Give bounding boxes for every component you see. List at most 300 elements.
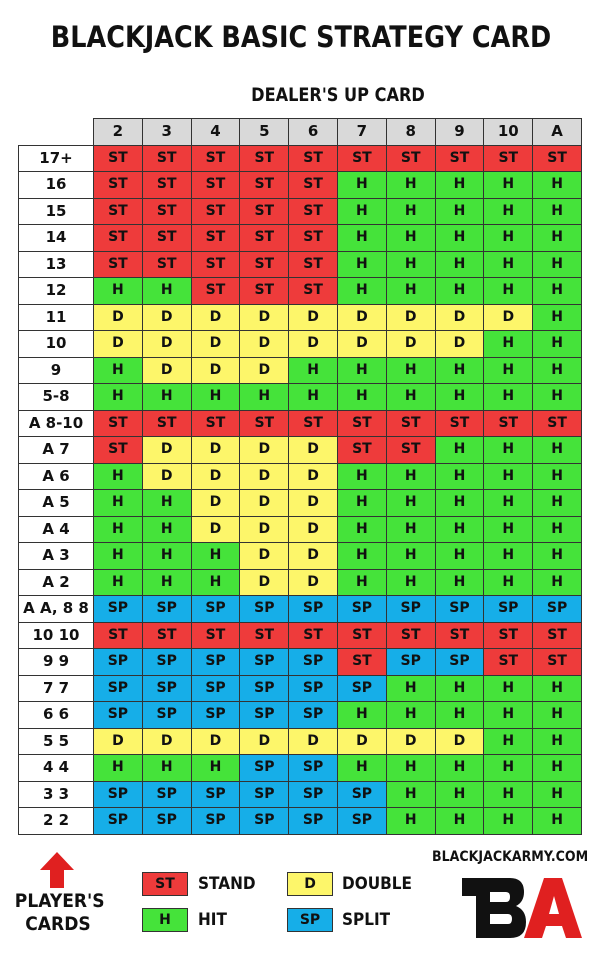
table-row: [19, 145, 582, 172]
strategy-cell: H: [435, 675, 484, 702]
strategy-cell: SP: [240, 675, 289, 702]
strategy-cell: H: [435, 384, 484, 411]
strategy-cell: ST: [142, 410, 191, 437]
strategy-cell: SP: [142, 596, 191, 623]
strategy-cell: H: [337, 225, 386, 252]
strategy-cell: H: [240, 384, 289, 411]
strategy-cell: ST: [484, 145, 533, 172]
strategy-cell: ST: [142, 145, 191, 172]
strategy-cell: H: [435, 437, 484, 464]
strategy-cell: H: [484, 437, 533, 464]
strategy-cell: ST: [240, 225, 289, 252]
strategy-cell: D: [289, 463, 338, 490]
player-hand-label: 14: [19, 225, 94, 252]
player-hand-label: 7 7: [19, 675, 94, 702]
strategy-cell: ST: [240, 145, 289, 172]
strategy-cell: D: [191, 304, 240, 331]
strategy-cell: D: [240, 569, 289, 596]
strategy-cell: D: [289, 331, 338, 358]
player-hand-label: 2 2: [19, 808, 94, 835]
strategy-cell: H: [435, 225, 484, 252]
strategy-cell: H: [435, 516, 484, 543]
strategy-cell: H: [435, 172, 484, 199]
strategy-cell: ST: [142, 198, 191, 225]
strategy-cell: H: [435, 755, 484, 782]
strategy-cell: H: [386, 251, 435, 278]
strategy-cell: H: [386, 198, 435, 225]
table-row: [19, 649, 582, 676]
strategy-cell: H: [289, 357, 338, 384]
strategy-cell: ST: [337, 622, 386, 649]
strategy-cell: H: [533, 463, 582, 490]
strategy-cell: H: [533, 543, 582, 570]
strategy-cell: H: [386, 225, 435, 252]
strategy-cell: H: [386, 755, 435, 782]
player-hand-label: 5 5: [19, 728, 94, 755]
legend-split-swatch: SP: [287, 908, 333, 932]
table-row: [19, 755, 582, 782]
legend-double-swatch: D: [287, 872, 333, 896]
table-row: [19, 490, 582, 517]
strategy-cell: D: [386, 304, 435, 331]
dealer-up-card-heading: DEALER'S UP CARD: [251, 84, 425, 106]
table-row: [19, 781, 582, 808]
player-hand-label: 11: [19, 304, 94, 331]
dealer-card-header-row: [19, 119, 582, 146]
strategy-cell: D: [142, 437, 191, 464]
strategy-cell: D: [240, 490, 289, 517]
strategy-cell: H: [484, 225, 533, 252]
strategy-cell: SP: [191, 808, 240, 835]
strategy-cell: ST: [533, 649, 582, 676]
strategy-cell: D: [142, 463, 191, 490]
strategy-cell: ST: [142, 172, 191, 199]
player-hand-label: A 8-10: [19, 410, 94, 437]
strategy-cell: D: [240, 516, 289, 543]
table-row: [19, 410, 582, 437]
strategy-cell: H: [484, 675, 533, 702]
strategy-cell: D: [337, 331, 386, 358]
strategy-cell: H: [533, 702, 582, 729]
table-row: [19, 596, 582, 623]
table-row: [19, 622, 582, 649]
strategy-cell: D: [337, 304, 386, 331]
table-corner: [19, 119, 94, 146]
dealer-card-4: 4: [191, 119, 240, 146]
strategy-cell: SP: [142, 702, 191, 729]
strategy-cell: D: [191, 516, 240, 543]
strategy-cell: D: [240, 304, 289, 331]
strategy-cell: H: [484, 172, 533, 199]
strategy-cell: H: [533, 331, 582, 358]
strategy-cell: H: [484, 702, 533, 729]
player-hand-label: A 5: [19, 490, 94, 517]
strategy-cell: H: [386, 490, 435, 517]
dealer-card-8: 8: [386, 119, 435, 146]
player-hand-label: A 3: [19, 543, 94, 570]
player-hand-label: 13: [19, 251, 94, 278]
strategy-cell: SP: [94, 781, 143, 808]
strategy-cell: H: [533, 516, 582, 543]
strategy-cell: H: [337, 357, 386, 384]
strategy-cell: D: [191, 728, 240, 755]
strategy-cell: H: [533, 278, 582, 305]
strategy-cell: ST: [386, 437, 435, 464]
strategy-cell: SP: [240, 702, 289, 729]
strategy-cell: ST: [240, 172, 289, 199]
strategy-cell: H: [142, 755, 191, 782]
strategy-cell: H: [386, 543, 435, 570]
strategy-cell: ST: [337, 437, 386, 464]
strategy-cell: ST: [484, 410, 533, 437]
strategy-cell: H: [337, 569, 386, 596]
strategy-cell: ST: [337, 649, 386, 676]
strategy-cell: ST: [191, 251, 240, 278]
strategy-cell: ST: [386, 410, 435, 437]
strategy-cell: ST: [191, 410, 240, 437]
strategy-cell: H: [435, 278, 484, 305]
strategy-cell: ST: [289, 198, 338, 225]
strategy-cell: H: [94, 463, 143, 490]
strategy-cell: ST: [533, 145, 582, 172]
table-row: [19, 357, 582, 384]
strategy-cell: ST: [240, 622, 289, 649]
strategy-cell: SP: [289, 702, 338, 729]
table-row: [19, 675, 582, 702]
logo-text: BA: [458, 872, 460, 873]
table-row: [19, 198, 582, 225]
strategy-cell: ST: [289, 622, 338, 649]
strategy-cell: H: [94, 569, 143, 596]
strategy-cell: H: [289, 384, 338, 411]
strategy-cell: H: [191, 755, 240, 782]
strategy-cell: ST: [191, 145, 240, 172]
strategy-cell: SP: [337, 596, 386, 623]
strategy-cell: H: [484, 384, 533, 411]
strategy-cell: H: [94, 357, 143, 384]
strategy-cell: SP: [142, 808, 191, 835]
strategy-cell: D: [94, 304, 143, 331]
strategy-cell: SP: [240, 755, 289, 782]
strategy-cell: D: [191, 331, 240, 358]
strategy-cell: ST: [289, 225, 338, 252]
strategy-cell: H: [435, 198, 484, 225]
strategy-cell: ST: [94, 198, 143, 225]
strategy-cell: SP: [289, 755, 338, 782]
table-row: [19, 543, 582, 570]
strategy-cell: ST: [191, 622, 240, 649]
strategy-cell: H: [435, 702, 484, 729]
strategy-cell: D: [289, 490, 338, 517]
strategy-cell: H: [533, 304, 582, 331]
strategy-cell: SP: [94, 808, 143, 835]
player-hand-label: A 2: [19, 569, 94, 596]
strategy-cell: ST: [191, 225, 240, 252]
strategy-cell: H: [484, 357, 533, 384]
player-hand-label: 9 9: [19, 649, 94, 676]
strategy-cell: SP: [191, 649, 240, 676]
strategy-cell: D: [240, 357, 289, 384]
table-row: [19, 463, 582, 490]
strategy-cell: ST: [94, 410, 143, 437]
strategy-cell: H: [386, 781, 435, 808]
strategy-cell: D: [142, 304, 191, 331]
strategy-cell: SP: [289, 596, 338, 623]
strategy-cell: SP: [94, 702, 143, 729]
strategy-cell: D: [289, 569, 338, 596]
strategy-cell: ST: [191, 198, 240, 225]
strategy-cell: H: [533, 728, 582, 755]
strategy-cell: D: [240, 437, 289, 464]
strategy-cell: D: [435, 331, 484, 358]
strategy-cell: D: [289, 437, 338, 464]
strategy-cell: H: [94, 384, 143, 411]
table-row: [19, 808, 582, 835]
table-row: [19, 702, 582, 729]
strategy-cell: H: [337, 198, 386, 225]
strategy-cell: H: [533, 755, 582, 782]
strategy-cell: H: [484, 808, 533, 835]
dealer-card-7: 7: [337, 119, 386, 146]
strategy-cell: SP: [435, 596, 484, 623]
dealer-card-3: 3: [142, 119, 191, 146]
players-cards-line1: PLAYER'S: [14, 890, 105, 912]
strategy-cell: D: [240, 543, 289, 570]
strategy-cell: SP: [337, 808, 386, 835]
legend-split-label: SPLIT: [342, 910, 391, 930]
strategy-cell: H: [533, 808, 582, 835]
strategy-cell: H: [142, 490, 191, 517]
table-row: [19, 569, 582, 596]
strategy-cell: H: [533, 172, 582, 199]
dealer-card-A: A: [533, 119, 582, 146]
strategy-cell: H: [435, 490, 484, 517]
strategy-cell: SP: [240, 808, 289, 835]
strategy-cell: D: [142, 728, 191, 755]
strategy-cell: ST: [94, 225, 143, 252]
player-hand-label: 9: [19, 357, 94, 384]
strategy-cell: ST: [240, 251, 289, 278]
strategy-cell: SP: [337, 781, 386, 808]
strategy-cell: H: [533, 675, 582, 702]
strategy-body: [19, 145, 582, 834]
strategy-cell: H: [386, 278, 435, 305]
strategy-cell: ST: [484, 649, 533, 676]
strategy-cell: D: [386, 728, 435, 755]
strategy-cell: D: [142, 357, 191, 384]
strategy-cell: D: [435, 728, 484, 755]
strategy-cell: H: [337, 516, 386, 543]
strategy-cell: ST: [533, 622, 582, 649]
strategy-cell: H: [435, 463, 484, 490]
strategy-cell: SP: [142, 781, 191, 808]
strategy-cell: H: [533, 437, 582, 464]
player-hand-label: 6 6: [19, 702, 94, 729]
strategy-cell: H: [191, 384, 240, 411]
legend-stand-swatch: ST: [142, 872, 188, 896]
strategy-cell: H: [533, 569, 582, 596]
strategy-table: [18, 118, 582, 835]
strategy-cell: ST: [142, 622, 191, 649]
strategy-cell: H: [337, 755, 386, 782]
strategy-cell: ST: [435, 622, 484, 649]
player-hand-label: 12: [19, 278, 94, 305]
strategy-cell: H: [484, 331, 533, 358]
dealer-card-2: 2: [94, 119, 143, 146]
table-row: [19, 437, 582, 464]
strategy-cell: SP: [435, 649, 484, 676]
player-hand-label: 16: [19, 172, 94, 199]
strategy-cell: SP: [191, 596, 240, 623]
strategy-cell: H: [386, 702, 435, 729]
strategy-cell: SP: [240, 649, 289, 676]
strategy-cell: SP: [191, 675, 240, 702]
strategy-cell: H: [386, 463, 435, 490]
strategy-cell: H: [533, 781, 582, 808]
strategy-cell: ST: [94, 172, 143, 199]
strategy-cell: H: [94, 490, 143, 517]
strategy-cell: H: [533, 384, 582, 411]
strategy-cell: H: [337, 702, 386, 729]
strategy-cell: ST: [191, 278, 240, 305]
strategy-cell: D: [289, 304, 338, 331]
table-row: [19, 172, 582, 199]
strategy-cell: H: [142, 569, 191, 596]
strategy-cell: ST: [94, 622, 143, 649]
strategy-cell: H: [484, 251, 533, 278]
strategy-cell: SP: [386, 596, 435, 623]
strategy-cell: H: [484, 198, 533, 225]
strategy-cell: H: [484, 278, 533, 305]
strategy-cell: ST: [289, 410, 338, 437]
strategy-cell: H: [94, 755, 143, 782]
strategy-cell: D: [191, 490, 240, 517]
player-hand-label: 10: [19, 331, 94, 358]
strategy-cell: SP: [191, 781, 240, 808]
strategy-cell: D: [94, 331, 143, 358]
strategy-cell: D: [484, 304, 533, 331]
strategy-cell: ST: [386, 622, 435, 649]
strategy-cell: SP: [289, 675, 338, 702]
strategy-cell: H: [337, 172, 386, 199]
strategy-cell: D: [191, 357, 240, 384]
strategy-cell: H: [191, 569, 240, 596]
strategy-cell: H: [484, 463, 533, 490]
strategy-cell: ST: [289, 251, 338, 278]
strategy-cell: H: [435, 808, 484, 835]
strategy-cell: D: [435, 304, 484, 331]
strategy-cell: SP: [94, 596, 143, 623]
strategy-cell: ST: [240, 410, 289, 437]
strategy-cell: H: [142, 384, 191, 411]
table-row: [19, 251, 582, 278]
strategy-cell: D: [386, 331, 435, 358]
strategy-cell: D: [289, 728, 338, 755]
strategy-cell: D: [240, 331, 289, 358]
strategy-cell: D: [240, 728, 289, 755]
strategy-cell: H: [337, 463, 386, 490]
strategy-cell: H: [484, 543, 533, 570]
strategy-cell: ST: [142, 225, 191, 252]
table-row: [19, 304, 582, 331]
player-hand-label: 15: [19, 198, 94, 225]
page-title: BLACKJACK BASIC STRATEGY CARD: [50, 20, 552, 54]
strategy-cell: H: [191, 543, 240, 570]
strategy-cell: H: [533, 251, 582, 278]
strategy-cell: H: [94, 278, 143, 305]
strategy-cell: SP: [94, 675, 143, 702]
strategy-cell: D: [289, 516, 338, 543]
strategy-cell: H: [142, 278, 191, 305]
strategy-cell: D: [191, 437, 240, 464]
strategy-cell: H: [435, 543, 484, 570]
strategy-cell: SP: [142, 675, 191, 702]
strategy-cell: D: [337, 728, 386, 755]
dealer-card-9: 9: [435, 119, 484, 146]
player-hand-label: 4 4: [19, 755, 94, 782]
player-hand-label: A A, 8 8: [19, 596, 94, 623]
player-hand-label: A 4: [19, 516, 94, 543]
strategy-cell: ST: [240, 198, 289, 225]
strategy-cell: SP: [142, 649, 191, 676]
player-hand-label: 5-8: [19, 384, 94, 411]
strategy-cell: ST: [337, 410, 386, 437]
strategy-cell: ST: [240, 278, 289, 305]
strategy-cell: SP: [240, 781, 289, 808]
strategy-cell: H: [386, 357, 435, 384]
strategy-cell: H: [386, 516, 435, 543]
dealer-card-5: 5: [240, 119, 289, 146]
dealer-card-6: 6: [289, 119, 338, 146]
strategy-cell: SP: [94, 649, 143, 676]
players-cards-line2: CARDS: [25, 913, 91, 935]
table-row: [19, 728, 582, 755]
player-hand-label: A 7: [19, 437, 94, 464]
strategy-cell: H: [533, 357, 582, 384]
strategy-cell: H: [484, 569, 533, 596]
strategy-cell: SP: [289, 781, 338, 808]
strategy-cell: H: [533, 490, 582, 517]
strategy-cell: D: [289, 543, 338, 570]
strategy-cell: SP: [289, 808, 338, 835]
strategy-cell: ST: [94, 437, 143, 464]
strategy-cell: ST: [533, 410, 582, 437]
strategy-cell: H: [533, 225, 582, 252]
player-hand-label: 3 3: [19, 781, 94, 808]
legend-double-label: DOUBLE: [342, 874, 413, 894]
strategy-cell: H: [484, 728, 533, 755]
strategy-cell: H: [386, 569, 435, 596]
strategy-cell: H: [386, 675, 435, 702]
strategy-cell: ST: [94, 251, 143, 278]
legend-stand-label: STAND: [198, 874, 256, 894]
strategy-cell: H: [484, 755, 533, 782]
blackjackarmy-logo: [458, 872, 584, 944]
strategy-cell: ST: [484, 622, 533, 649]
strategy-cell: SP: [240, 596, 289, 623]
table-row: [19, 331, 582, 358]
strategy-cell: SP: [191, 702, 240, 729]
strategy-cell: SP: [386, 649, 435, 676]
strategy-cell: H: [94, 516, 143, 543]
strategy-cell: D: [191, 463, 240, 490]
strategy-cell: H: [435, 357, 484, 384]
strategy-cell: H: [337, 278, 386, 305]
strategy-cell: D: [240, 463, 289, 490]
strategy-cell: ST: [289, 278, 338, 305]
strategy-cell: H: [94, 543, 143, 570]
player-hand-label: 10 10: [19, 622, 94, 649]
